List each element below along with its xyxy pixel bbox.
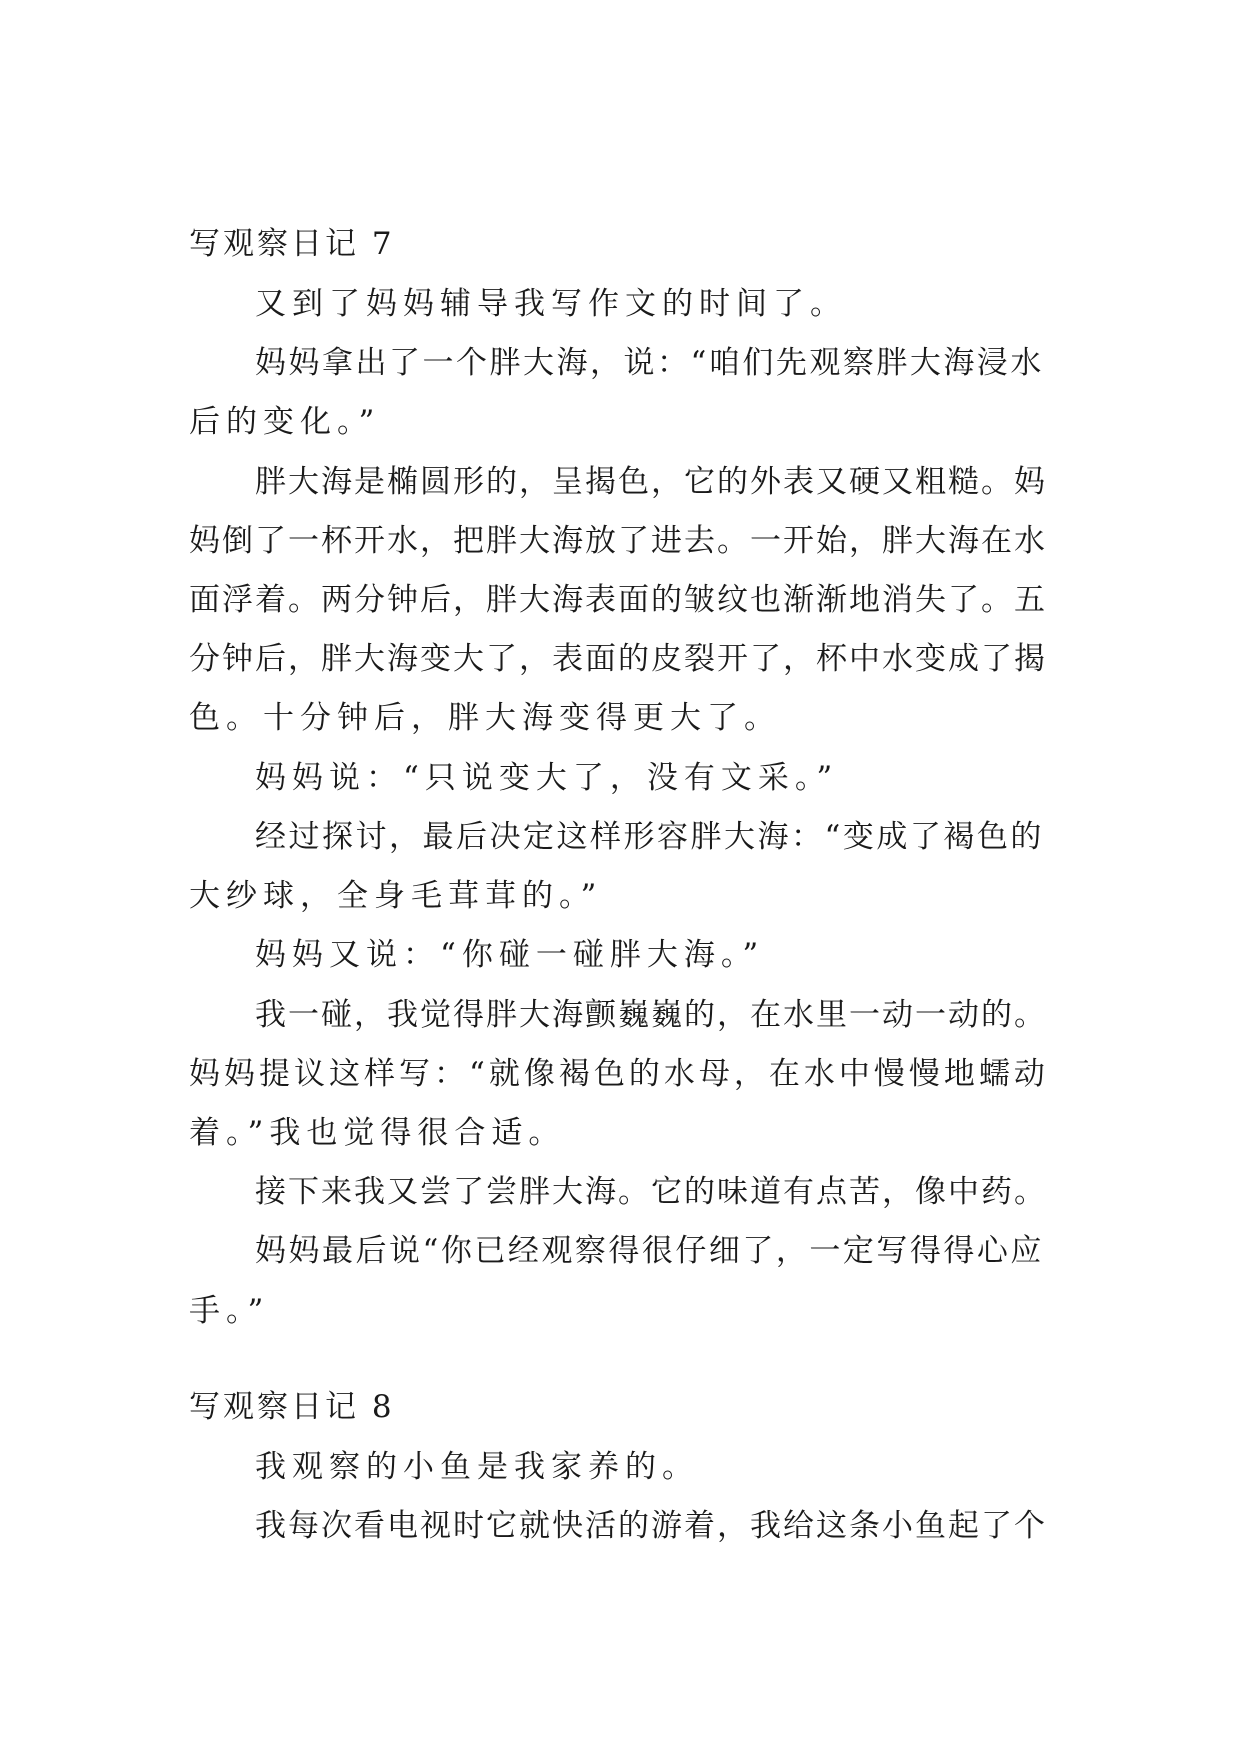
paragraph-line: 妈妈又说：“你碰一碰胖大海。” xyxy=(255,937,765,973)
paragraph-line: 胖大海是椭圆形的，呈揭色，它的外表又硬又粗糙。妈 xyxy=(255,464,1047,500)
paragraph-line: 妈妈提议这样写：“就像褐色的水母，在水中慢慢地蠕动 xyxy=(189,1056,1049,1092)
paragraph-line: 经过探讨，最后决定这样形容胖大海：“变成了褐色的 xyxy=(255,819,1044,855)
paragraph-line: 妈妈说：“只说变大了，没有文采。” xyxy=(255,760,839,796)
paragraph-line: 妈倒了一杯开水，把胖大海放了进去。一开始，胖大海在水 xyxy=(189,523,1047,559)
paragraph-line: 妈妈拿出了一个胖大海，说：“咱们先观察胖大海浸水 xyxy=(255,345,1044,381)
diary-8-title: 写观察日记 8 xyxy=(189,1389,395,1425)
paragraph-line: 接下来我又尝了尝胖大海。它的味道有点苦，像中药。 xyxy=(255,1174,1047,1210)
paragraph-line: 妈妈最后说“你已经观察得很仔细了，一定写得得心应 xyxy=(255,1233,1044,1269)
paragraph-line: 手。” xyxy=(189,1293,270,1329)
paragraph-line: 又到了妈妈辅导我写作文的时间了。 xyxy=(255,286,847,322)
paragraph-line: 面浮着。两分钟后，胖大海表面的皱纹也渐渐地消失了。五 xyxy=(189,582,1047,618)
paragraph-line: 我每次看电视时它就快活的游着，我给这条小鱼起了个 xyxy=(255,1508,1047,1544)
paragraph-line: 大纱球，全身毛茸茸的。” xyxy=(189,878,603,914)
paragraph-line: 色。十分钟后，胖大海变得更大了。 xyxy=(189,700,781,736)
paragraph-line: 着。”我也觉得很合适。 xyxy=(189,1115,566,1151)
paragraph-line: 分钟后，胖大海变大了，表面的皮裂开了，杯中水变成了揭 xyxy=(189,641,1047,677)
diary-7-title: 写观察日记 7 xyxy=(189,226,395,262)
paragraph-line: 我观察的小鱼是我家养的。 xyxy=(255,1449,699,1485)
paragraph-line: 后的变化。” xyxy=(189,404,381,440)
paragraph-line: 我一碰，我觉得胖大海颤巍巍的，在水里一动一动的。 xyxy=(255,997,1047,1033)
